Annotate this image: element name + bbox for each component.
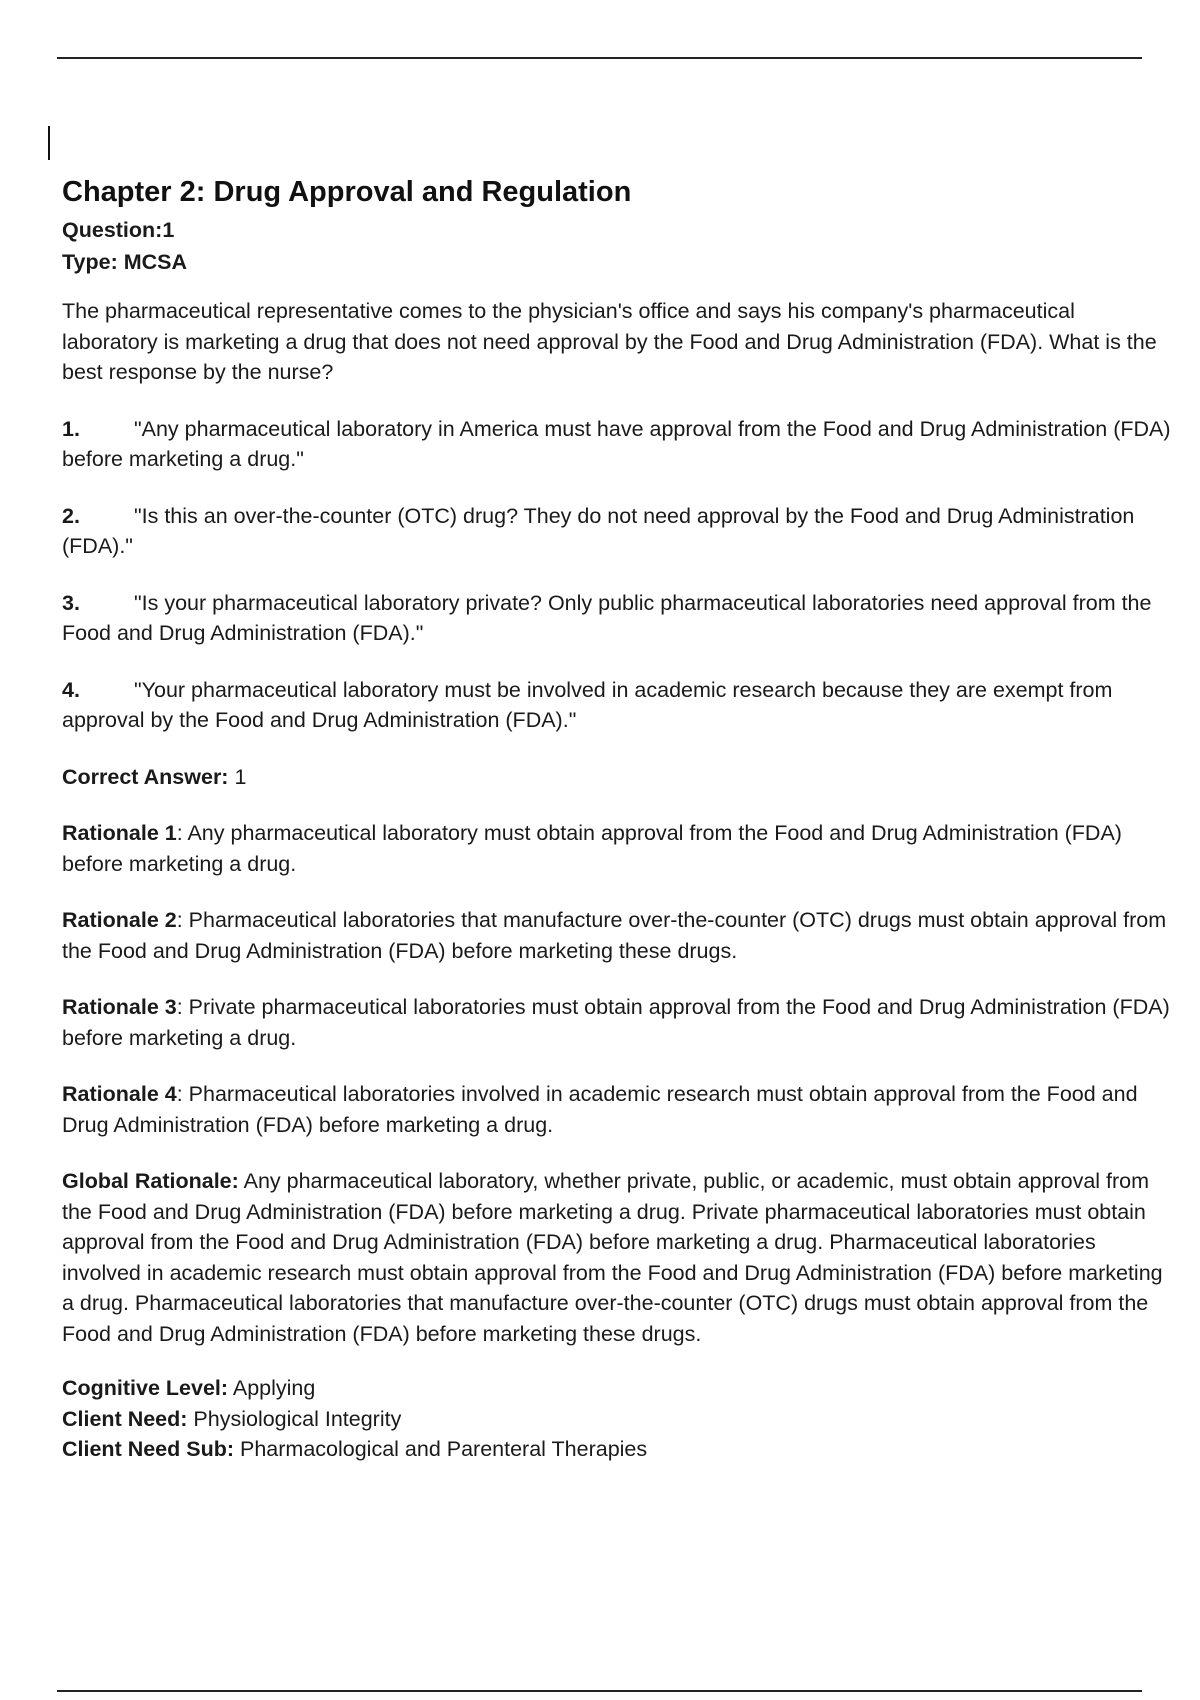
option-number: 1. xyxy=(62,416,80,441)
rationale-text: : Pharmaceutical laboratories that manufacture over-the-counter (OTC) drugs must obtain approval from the Food and Drug Administration (FDA) before marketing these drugs. xyxy=(62,908,1167,963)
rationale-text: : Private pharmaceutical laboratories must obtain approval from the Food and Drug Administration (FDA) before marketing a drug. xyxy=(62,995,1170,1050)
option-text: "Your pharmaceutical laboratory must be involved in academic research because they are exempt from approval by the Food and Drug Administration (FDA)." xyxy=(62,677,1113,732)
correct-answer xyxy=(62,762,1172,793)
rationale-3 xyxy=(62,992,1172,1053)
answer-option-3 xyxy=(62,588,1172,649)
rationale-4 xyxy=(62,1079,1172,1140)
correct-answer-label: Correct Answer: xyxy=(62,764,229,789)
chapter-title: Chapter 2: Drug Approval and Regulation xyxy=(62,176,632,208)
option-number: 4. xyxy=(62,677,80,702)
option-text: "Is this an over-the-counter (OTC) drug? They do not need approval by the Food and Drug Administration (FDA)." xyxy=(62,503,1135,558)
rationale-label: Rationale 3 xyxy=(62,995,177,1019)
cognitive-level-value: Applying xyxy=(228,1376,316,1400)
client-need-label: Client Need: xyxy=(62,1406,188,1431)
question-classification xyxy=(62,1373,1172,1465)
client-need-sub xyxy=(62,1434,1172,1465)
rationale-label: Rationale 1 xyxy=(62,821,177,845)
client-need-sub-label: Client Need Sub: xyxy=(62,1437,235,1461)
question-document xyxy=(62,172,1172,1465)
rationale-text: : Pharmaceutical laboratories involved in academic research must obtain approval from the Food and Drug Administration (FDA) before marketing a drug. xyxy=(62,1082,1138,1137)
client-need-value: Physiological Integrity xyxy=(187,1406,402,1431)
answer-option-1 xyxy=(62,414,1172,475)
global-rationale-text: Any pharmaceutical laboratory, whether private, public, or academic, must obtain approval from the Food and Drug Administration (FDA) before marketing a drug. Private pharmaceutical laboratories must obtain approval from the Food and Drug Administration (FDA) before marketing a drug. Pharmaceutical laboratories involved in academic research must obtain approval from the Food and Drug Administration (FDA) before marketing a drug. Pharmaceutical laboratories that manufacture over-the-counter (OTC) drugs must obtain approval from the Food and Drug Administration (FDA) before marketing these drugs. xyxy=(62,1169,1163,1346)
rationale-label: Rationale 4 xyxy=(62,1082,177,1106)
text-cursor xyxy=(48,126,50,160)
question-type: Type: MCSA xyxy=(62,250,188,274)
cognitive-level-label: Cognitive Level: xyxy=(62,1376,229,1400)
question-stem: The pharmaceutical representative comes to the physician's office and says his company's pharmaceutical laboratory is marketing a drug that does not need approval by the Food and Drug Administration (FDA). What is the best response by the nurse? xyxy=(62,299,1157,384)
footer-rule xyxy=(57,1690,1142,1692)
answer-option-2 xyxy=(62,501,1172,562)
answer-option-4 xyxy=(62,675,1172,736)
header-rule xyxy=(57,57,1142,59)
rationale-1 xyxy=(62,818,1172,879)
client-need-sub-value: Pharmacological and Parenteral Therapies xyxy=(234,1437,648,1461)
rationale-text: : Any pharmaceutical laboratory must obtain approval from the Food and Drug Administration (FDA) before marketing a drug. xyxy=(62,821,1122,876)
option-text: "Is your pharmaceutical laboratory private? Only public pharmaceutical laboratories need approval from the Food and Drug Administration (FDA)." xyxy=(62,590,1152,645)
cognitive-level xyxy=(62,1373,1172,1404)
correct-answer-value: 1 xyxy=(228,764,247,789)
global-rationale-label: Global Rationale: xyxy=(62,1169,239,1193)
option-number: 2. xyxy=(62,503,80,528)
rationale-label: Rationale 2 xyxy=(62,908,177,932)
option-number: 3. xyxy=(62,590,80,615)
rationale-2 xyxy=(62,905,1172,966)
question-number: Question:1 xyxy=(62,218,175,242)
option-text: "Any pharmaceutical laboratory in America must have approval from the Food and Drug Administration (FDA) before marketing a drug." xyxy=(62,416,1171,471)
client-need xyxy=(62,1404,1172,1435)
global-rationale xyxy=(62,1166,1172,1349)
